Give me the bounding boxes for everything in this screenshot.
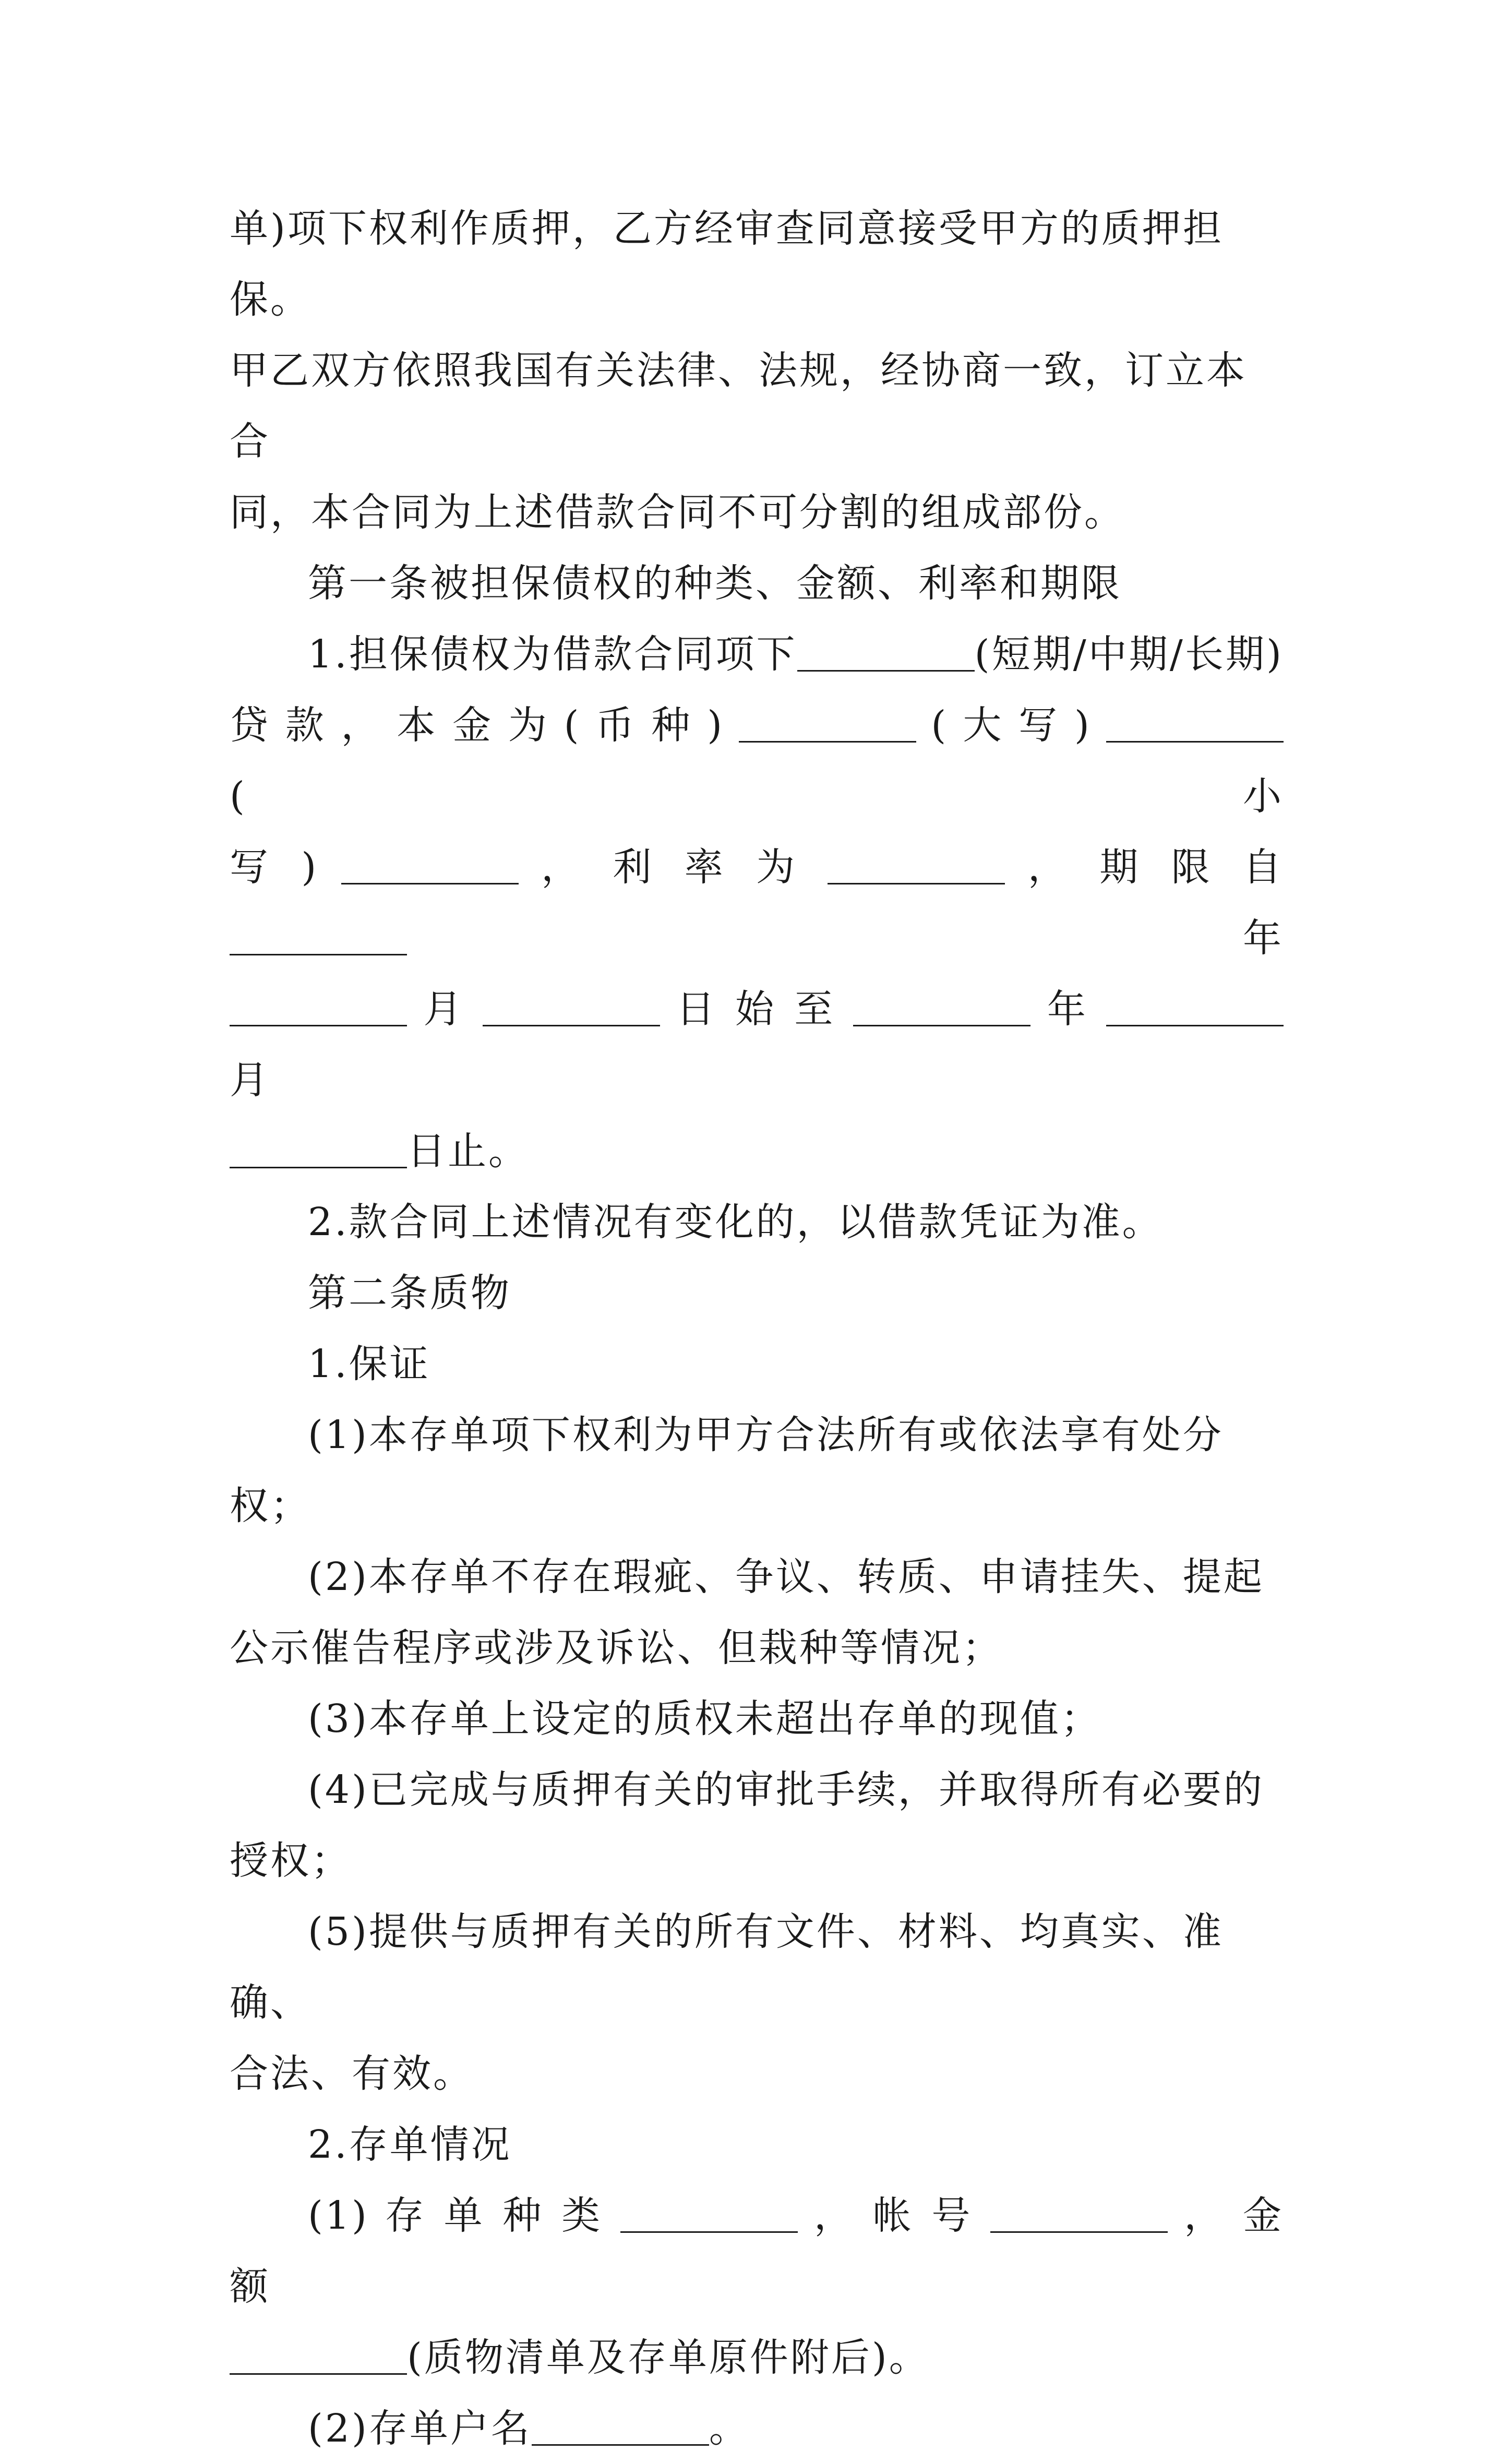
text-segment: 日止。: [407, 1129, 529, 1174]
blank-start-year-field[interactable]: [230, 915, 407, 955]
article-2-item-1-4-line-1: (4)已完成与质押有关的审批手续，并取得所有必要的: [308, 1767, 1264, 1812]
article-2-item-1-5-line-1: (5)提供与质押有关的所有文件、材料、均真实、准确、: [230, 1909, 1224, 2025]
article-1-item-2: 2.款合同上述情况有变化的，以借款凭证为准。: [308, 1200, 1163, 1245]
article-2-title: 第二条质物: [308, 1271, 511, 1315]
article-2-item-2: 2.存单情况: [308, 2122, 512, 2167]
article-2-item-1-2-line-2: 公示催告程序或涉及诉讼、但栽种等情况；: [230, 1625, 1003, 1670]
blank-amount-lowercase-field[interactable]: [341, 844, 519, 884]
text-segment: ( 小: [230, 774, 1284, 819]
text-segment: 年: [1243, 916, 1284, 961]
blank-account-number-field[interactable]: [990, 2193, 1168, 2233]
article-2-item-2-2: [230, 2393, 1284, 2464]
blank-deposit-amount-field[interactable]: [230, 2335, 407, 2375]
article-2-item-1-5-line-2: 合法、有效。: [230, 2051, 474, 2096]
article-1-item-1-line-2: [230, 690, 1284, 832]
text-segment: (2)存单户名: [308, 2406, 532, 2451]
article-1-item-1-line-4: [230, 974, 1284, 1116]
text-segment: 日 始 至: [676, 987, 837, 1032]
text-segment: 月: [230, 1058, 270, 1103]
blank-loan-term-field[interactable]: [797, 631, 975, 672]
text-segment: 。: [709, 2406, 750, 2451]
contract-body: [230, 193, 1284, 2464]
text-segment: 年: [1047, 987, 1090, 1032]
text-segment: 写 ): [230, 845, 319, 890]
text-segment: (质物清单及存单原件附后)。: [407, 2335, 930, 2380]
intro-line-2: 甲乙双方依照我国有关法律、法规，经协商一致，订立本合: [230, 348, 1247, 464]
blank-end-month-field[interactable]: [1106, 986, 1284, 1026]
article-2-item-1-2-line-1: (2)本存单不存在瑕疵、争议、转质、申请挂失、提起: [308, 1554, 1264, 1599]
article-2-item-1-4-line-2: 授权；: [230, 1838, 352, 1883]
blank-account-holder-field[interactable]: [532, 2406, 709, 2446]
blank-amount-uppercase-field[interactable]: [1106, 702, 1284, 743]
article-2-item-1: 1.保证: [308, 1342, 430, 1386]
text-segment: ， 帐 号: [813, 2193, 974, 2238]
article-2-item-1-1: (1)本存单项下权利为甲方合法所有或依法享有处分权；: [230, 1413, 1224, 1528]
text-segment: (短期/中期/长期): [974, 632, 1284, 677]
article-1-item-1-line-1: [230, 619, 1284, 690]
text-segment: ( 大 写 ): [931, 703, 1092, 748]
article-2-item-1-3: (3)本存单上设定的质权未超出存单的现值；: [308, 1696, 1101, 1741]
intro-line-3: 同，本合同为上述借款合同不可分割的组成部份。: [230, 490, 1125, 535]
blank-end-year-field[interactable]: [853, 986, 1030, 1026]
blank-end-day-field[interactable]: [230, 1128, 407, 1168]
blank-deposit-type-field[interactable]: [620, 2193, 798, 2233]
text-segment: (1) 存 单 种 类: [308, 2193, 604, 2238]
article-2-item-2-1-line-1: [230, 2180, 1284, 2322]
text-segment: ， 期 限 自: [1027, 845, 1284, 890]
text-segment: ， 金 额: [230, 2193, 1284, 2309]
blank-interest-rate-field[interactable]: [828, 844, 1005, 884]
text-segment: 贷 款 ， 本 金 为 ( 币 种 ): [230, 703, 725, 748]
article-1-title: 第一条被担保债权的种类、金额、利率和期限: [308, 561, 1122, 606]
blank-start-month-field[interactable]: [230, 986, 407, 1026]
text-segment: 月: [423, 987, 466, 1032]
article-2-item-2-1-line-2: [230, 2322, 1284, 2393]
blank-start-day-field[interactable]: [483, 986, 660, 1026]
text-segment: ， 利 率 为: [541, 845, 806, 890]
blank-currency-field[interactable]: [739, 702, 916, 743]
article-1-item-1-line-3: [230, 832, 1284, 974]
text-segment: 1.担保债权为借款合同项下: [308, 632, 797, 677]
article-1-item-1-line-5: [230, 1116, 1284, 1187]
intro-line-1: 单)项下权利作质押，乙方经审查同意接受甲方的质押担保。: [230, 206, 1224, 322]
